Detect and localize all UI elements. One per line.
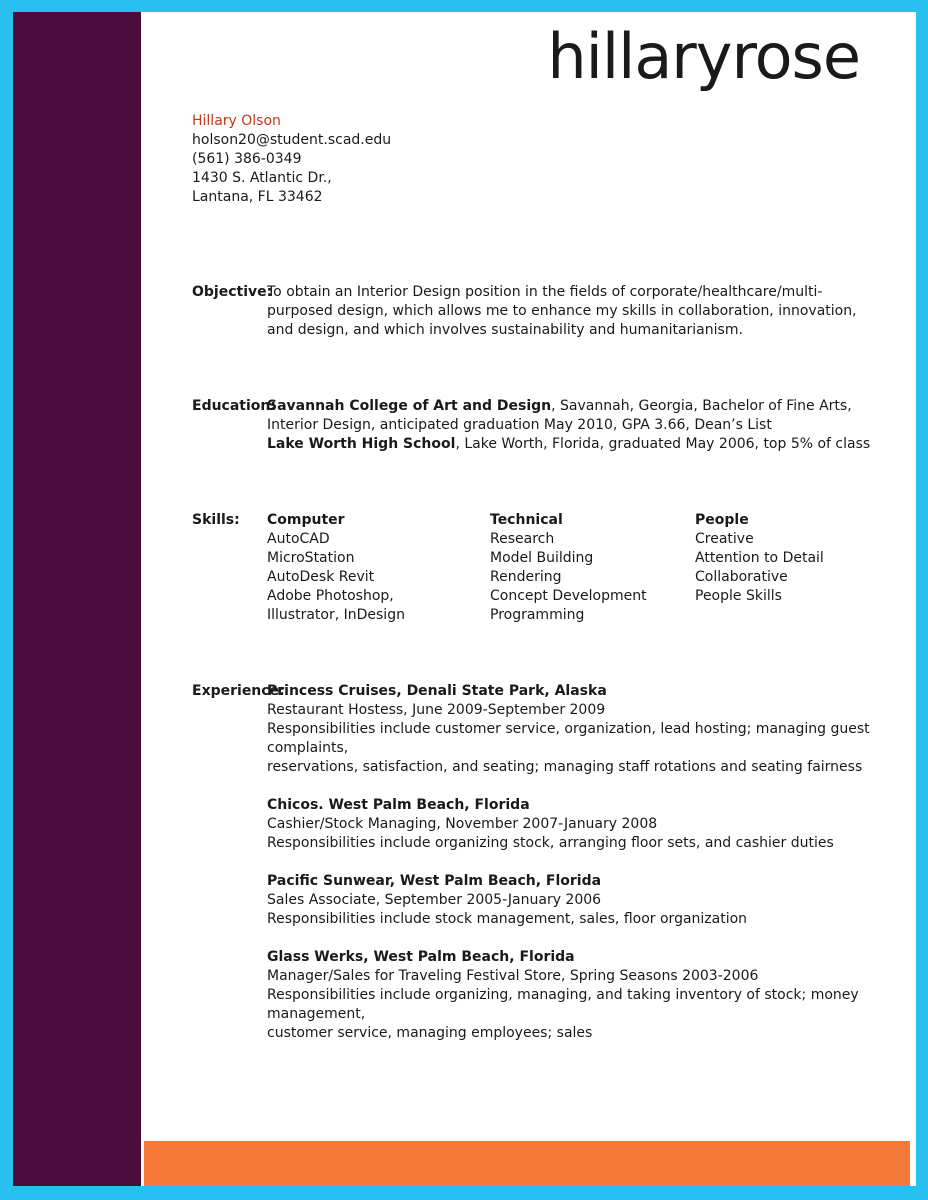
footer-bar bbox=[144, 1141, 910, 1186]
school1-name: Savannah College of Art and Design bbox=[267, 398, 552, 414]
education-school2 bbox=[267, 435, 907, 454]
school1-details: , Savannah, Georgia, Bachelor of Fine Arts, bbox=[551, 398, 852, 414]
job-line: Cashier/Stock Managing, November 2007-January 2008 bbox=[267, 816, 658, 832]
skill-item: Rendering bbox=[490, 569, 562, 585]
skill-column-computer bbox=[267, 511, 405, 625]
contact-name: Hillary Olson bbox=[192, 113, 281, 129]
objective-text bbox=[267, 283, 907, 340]
job-company: Princess Cruises, Denali State Park, Alaska bbox=[267, 683, 607, 699]
job-line: Responsibilities include organizing stock, arranging floor sets, and cashier duties bbox=[267, 835, 834, 851]
job-company: Chicos. West Palm Beach, Florida bbox=[267, 797, 530, 813]
job-entry bbox=[267, 948, 916, 1043]
contact-address-line1: 1430 S. Atlantic Dr., bbox=[192, 170, 332, 186]
contact-address-line2: Lantana, FL 33462 bbox=[192, 189, 323, 205]
skills-label: Skills: bbox=[192, 512, 240, 528]
education-school1 bbox=[267, 397, 907, 416]
job-line: Responsibilities include stock management, sales, floor organization bbox=[267, 911, 748, 927]
contact-email: holson20@student.scad.edu bbox=[192, 132, 392, 148]
brand-name: hillaryrose bbox=[547, 20, 860, 93]
skill-item: AutoDesk Revit bbox=[267, 569, 375, 585]
skill-item: MicroStation bbox=[267, 550, 355, 566]
skill-heading: Technical bbox=[490, 512, 563, 528]
skill-item: Attention to Detail bbox=[695, 550, 824, 566]
skill-item: Concept Development bbox=[490, 588, 647, 604]
skill-item: AutoCAD bbox=[267, 531, 330, 547]
skill-item: Research bbox=[490, 531, 555, 547]
skill-item: Programming bbox=[490, 607, 585, 623]
skill-item: Model Building bbox=[490, 550, 594, 566]
skill-item: Collaborative bbox=[695, 569, 788, 585]
skill-column-people bbox=[695, 511, 824, 606]
job-line: Restaurant Hostess, June 2009-September 2009 bbox=[267, 702, 606, 718]
school2-details: , Lake Worth, Florida, graduated May 2006, top 5% of class bbox=[455, 436, 871, 452]
objective-line: To obtain an Interior Design position in the fields of corporate/healthcare/multi- bbox=[267, 284, 823, 300]
job-entry bbox=[267, 682, 916, 777]
skill-column-technical bbox=[490, 511, 647, 625]
skill-item: Illustrator, InDesign bbox=[267, 607, 405, 623]
job-line: reservations, satisfaction, and seating; managing staff rotations and seating fairness bbox=[267, 759, 863, 775]
skill-item: Adobe Photoshop, bbox=[267, 588, 394, 604]
skill-item: People Skills bbox=[695, 588, 782, 604]
experience-label: Experience: bbox=[192, 683, 285, 699]
school2-name: Lake Worth High School bbox=[267, 436, 456, 452]
job-line: Responsibilities include organizing, managing, and taking inventory of stock; money management, bbox=[267, 987, 859, 1022]
education-text bbox=[267, 397, 907, 454]
objective-line: and design, and which involves sustainability and humanitarianism. bbox=[267, 322, 743, 338]
job-company: Glass Werks, West Palm Beach, Florida bbox=[267, 949, 575, 965]
objective-label: Objective: bbox=[192, 284, 273, 300]
job-line: Responsibilities include customer service, organization, lead hosting; managing guest complaints, bbox=[267, 721, 870, 756]
job-line: Manager/Sales for Traveling Festival Store, Spring Seasons 2003-2006 bbox=[267, 968, 759, 984]
education-label: Education: bbox=[192, 398, 276, 414]
school1-line2: Interior Design, anticipated graduation May 2010, GPA 3.66, Dean’s List bbox=[267, 417, 772, 433]
objective-line: purposed design, which allows me to enhance my skills in collaboration, innovation, bbox=[267, 303, 857, 319]
contact-phone: (561) 386-0349 bbox=[192, 151, 302, 167]
job-entry bbox=[267, 796, 916, 853]
job-line: customer service, managing employees; sales bbox=[267, 1025, 593, 1041]
job-entry bbox=[267, 872, 916, 929]
skill-heading: Computer bbox=[267, 512, 345, 528]
contact-block bbox=[192, 112, 391, 207]
skill-heading: People bbox=[695, 512, 749, 528]
job-company: Pacific Sunwear, West Palm Beach, Florida bbox=[267, 873, 602, 889]
skill-item: Creative bbox=[695, 531, 754, 547]
sidebar-bar bbox=[13, 12, 141, 1186]
experience-list bbox=[267, 682, 916, 1062]
resume-page bbox=[13, 12, 916, 1186]
job-line: Sales Associate, September 2005-January 2006 bbox=[267, 892, 602, 908]
